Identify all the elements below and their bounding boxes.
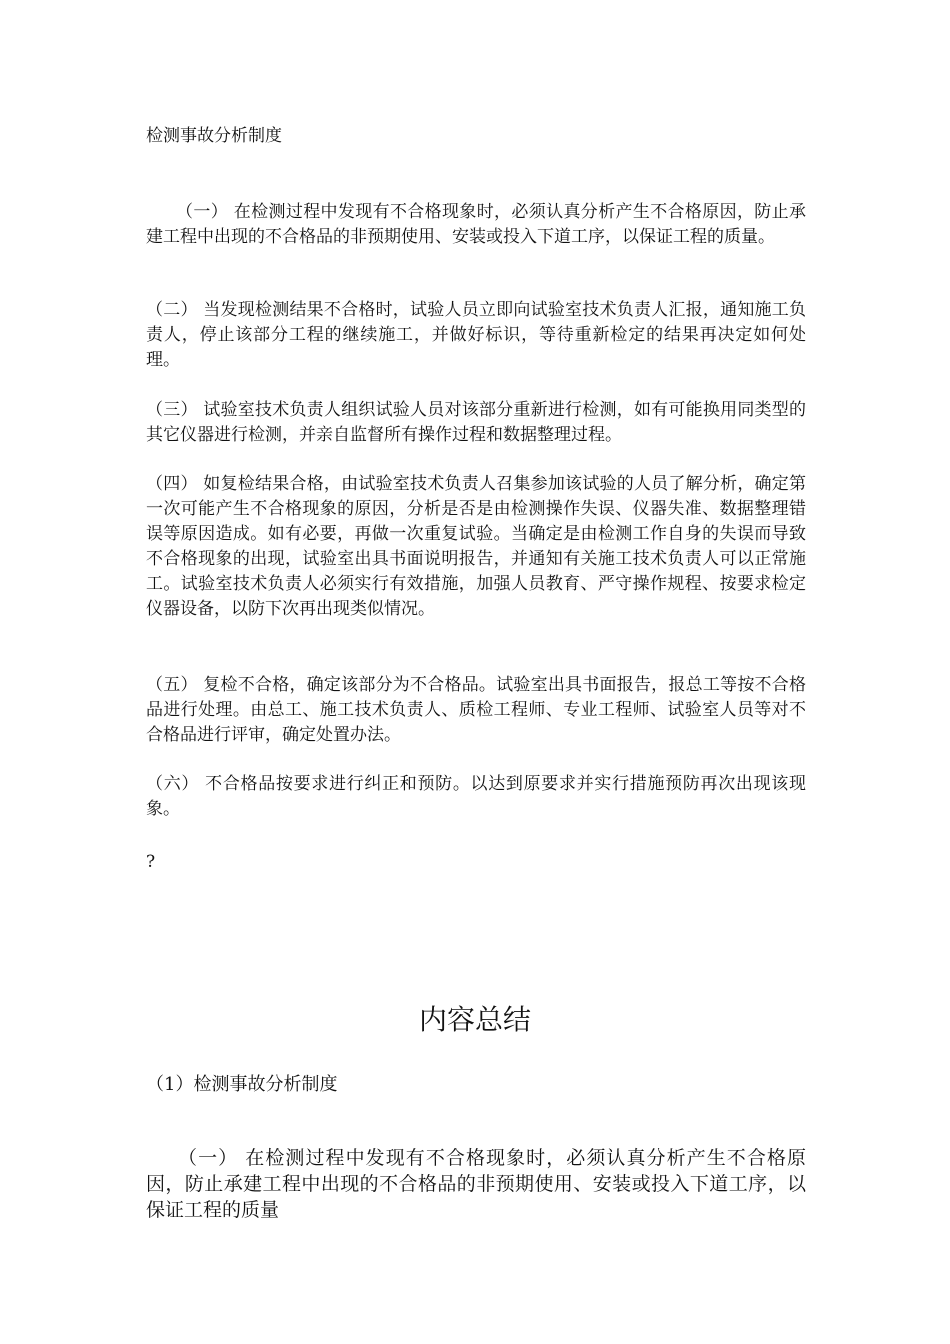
paragraph-5: （五） 复检不合格，确定该部分为不合格品。试验室出具书面报告，报总工等按不合格品进行处理。由总工、施工技术负责人、质检工程师、专业工程师、试验室人员等对不合格品进行评审，确定处置办法。 [146,675,806,745]
paragraph-6: （六） 不合格品按要求进行纠正和预防。以达到原要求并实行措施预防再次出现该现象。 [146,774,806,819]
paragraph-3: （三） 试验室技术负责人组织试验人员对该部分重新进行检测，如有可能换用同类型的其它仪器进行检测，并亲自监督所有操作过程和数据整理过程。 [146,400,806,445]
paragraph-4: （四） 如复检结果合格，由试验室技术负责人召集参加该试验的人员了解分析，确定第一次可能产生不合格现象的原因，分析是否是由检测操作失误、仪器失准、数据整理错误等原因造成。如有必要，再做一次重复试验。当确定是由检测工作自身的失误而导致不合格现象的出现，试验室出具书面说明报告，并通知有关施工技术负责人可以正常施工。试验室技术负责人必须实行有效措施，加强人员教育、严守操作规程、按要求检定仪器设备，以防下次再出现类似情况。 [146,474,806,619]
summary-heading: 内容总结 [418,1003,531,1036]
summary-paragraph: （一） 在检测过程中发现有不合格现象时，必须认真分析产生不合格原因，防止承建工程中出现的不合格品的非预期使用、安装或投入下道工序，以保证工程的质量 [146,1147,806,1221]
summary-subheading: （1）检测事故分析制度 [146,1074,338,1095]
paragraph-2: （二） 当发现检测结果不合格时，试验人员立即向试验室技术负责人汇报，通知施工负责人，停止该部分工程的继续施工，并做好标识，等待重新检定的结果再决定如何处理。 [146,300,806,370]
trailing-mark: ? [146,852,156,872]
paragraph-1: （一） 在检测过程中发现有不合格现象时，必须认真分析产生不合格原因，防止承建工程中出现的不合格品的非预期使用、安装或投入下道工序，以保证工程的质量。 [146,202,806,247]
document-title: 检测事故分析制度 [146,126,282,146]
